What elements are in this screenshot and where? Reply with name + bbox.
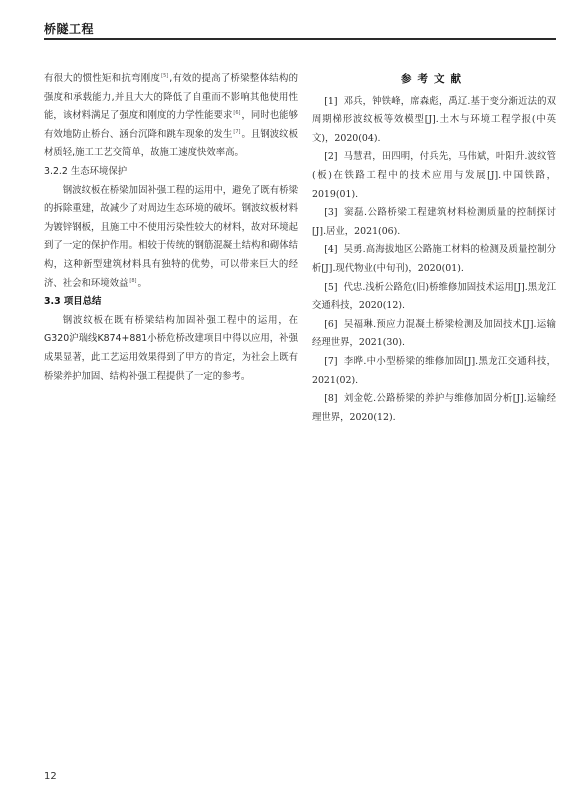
reference-item [312,241,556,278]
reference-number: [6] [324,318,338,330]
reference-text: 邓兵，钟铁峰，席森彪，禹辽.基于变分渐近法的双周期梯形波纹板等效模型[J].土木与环境工程学报(中英文)，2020(04). [312,95,556,144]
reference-item [312,279,556,316]
reference-text: 李晔.中小型桥梁的维修加固[J].黑龙江交通科技，2021(02). [312,355,556,386]
text-segment: ，同时也能够有效地防止桥台、涵台沉降和跳车现象的发生 [44,110,298,140]
citation-ref-7: [7] [233,128,241,135]
text-segment: 有很大的惯性矩和抗弯刚度 [44,73,161,84]
reference-text: 刘金乾.公路桥梁的养护与维修加固分析[J].运输经理世界，2020(12). [312,393,556,423]
reference-number: [7] [324,355,338,367]
references-column [312,70,556,427]
reference-number: [8] [324,393,338,405]
text-segment: ,有效的提高了桥梁整体结构的强度和承载能力,并且大大的降低了自重而不影响其他使用性能，该材料满足了强度和刚度的力学性能要求 [44,73,298,122]
header-divider [44,38,556,40]
reference-item [312,93,556,149]
reference-item [312,390,556,427]
reference-text: 代忠.浅析公路危(旧)桥维修加固技术运用[J].黑龙江交通科技，2020(12). [312,281,556,312]
reference-text: 窦磊.公路桥梁工程建筑材料检测质量的控制探讨[J].居业，2021(06). [312,207,556,237]
reference-number: [3] [324,207,338,219]
reference-text: 吴福琳.预应力混凝土桥梁检测及加固技术[J].运输经理世界，2021(30). [312,318,556,349]
citation-ref-8: [8] [129,277,137,284]
reference-item [312,204,556,241]
citation-ref-6: [6] [233,110,241,117]
section-heading: 3.3 项目总结 [44,296,102,308]
text-segment: 。 [137,277,147,289]
text-segment: 。且钢波纹板材质轻,施工工艺交简单，故施工速度快效率高。 [44,128,298,159]
paragraph-project-summary: 钢波纹板在既有桥梁结构加固补强工程中的运用，在G320沪瑞线K874+881小桥危桥改建项目中得以应用，补强成果显著，此工艺运用效果得到了甲方的肯定，为社会上既有桥梁养护加固、结构补强工程提供了一定的参考。 [44,314,298,382]
journal-section-title: 桥隧工程 [44,22,95,36]
paragraph-material-properties [44,70,298,163]
reference-number: [5] [324,281,338,293]
reference-item [312,353,556,390]
references-title: 参考文献 [401,73,467,85]
body-text-column [44,70,298,386]
reference-text: 吴勇.高海拔地区公路施工材料的检测及质量控制分析[J].现代物业(中旬刊)，2020(01). [312,244,556,274]
paragraph-eco-protection [44,182,298,294]
text-segment: 钢波纹板在桥梁加固补强工程的运用中，避免了既有桥梁的拆除重建，故减少了对周边生态环境的破坏。钢波纹板材料为镀锌钢板，且施工中不使用污染性较大的材料，故对环境起到了一定的保护作用。相较于传统的钢筋混凝土结构和砌体结构，这种新型建筑材料具有独特的优势，可以带来巨大的经济、社会和环境效益 [44,184,298,289]
subsection-heading: 3.2.2 生态环境保护 [44,165,128,177]
page-number: 12 [44,771,57,782]
reference-number: [4] [324,244,338,256]
reference-item [312,316,556,353]
citation-ref-5: [5] [161,73,169,79]
reference-number: [1] [324,95,338,107]
reference-item [312,148,556,204]
reference-number: [2] [324,151,338,163]
reference-text: 马慧君，田四明，付兵先，马伟斌，叶阳升.波纹管(板)在铁路工程中的技术应用与发展[J].中国铁路，2019(01). [312,151,556,200]
